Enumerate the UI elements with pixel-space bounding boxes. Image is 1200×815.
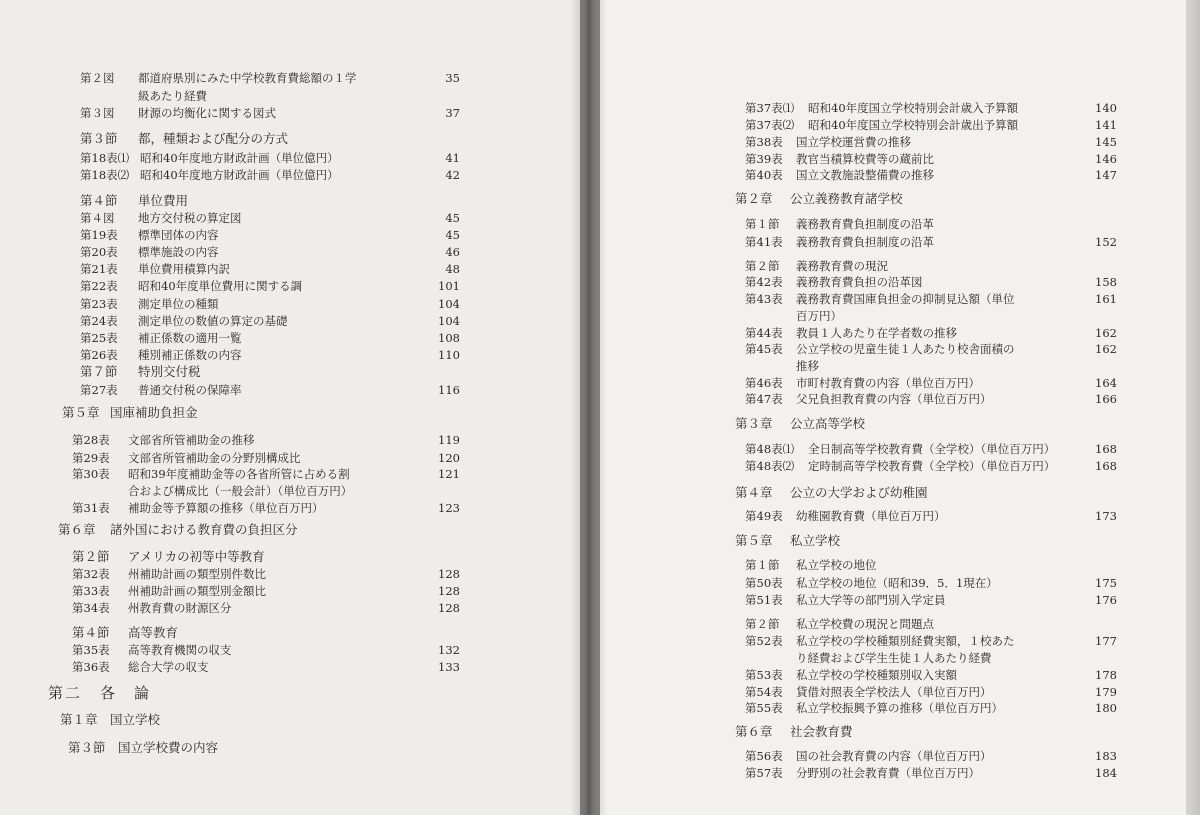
toc-entry-page: 120 [438, 451, 460, 465]
toc-entry-page: 178 [1095, 668, 1117, 682]
toc-entry-page: 110 [438, 348, 460, 362]
toc-entry-label: 第６章 [735, 724, 773, 739]
toc-entry-label: 第50表 [745, 576, 783, 590]
toc-entry-page: 128 [438, 601, 460, 615]
toc-entry-title: 教官当積算校費等の蔵前比 [796, 152, 934, 166]
toc-entry-page: 168 [1095, 442, 1117, 456]
toc-entry-title: 市町村教育費の内容（単位百万円） [796, 376, 980, 390]
toc-entry-label: 第55表 [745, 701, 783, 715]
toc-entry-page: 152 [1095, 235, 1117, 249]
toc-entry-page: 183 [1095, 749, 1117, 763]
toc-entry-title: 義務教育費負担制度の沿革 [796, 235, 934, 249]
toc-entry-title: 私立学校の地位 [796, 558, 877, 572]
toc-entry-title: 義務教育費負担の沿革図 [796, 275, 923, 289]
toc-entry-title: アメリカの初等中等教育 [128, 549, 265, 564]
toc-entry-label: 第54表 [745, 685, 783, 699]
toc-entry-label: 第４節 [72, 625, 110, 640]
toc-entry-label: 第４章 [735, 485, 773, 500]
toc-entry-page: 173 [1095, 509, 1117, 523]
toc-entry-title: 社会教育費 [790, 724, 853, 739]
toc-entry-title: 高等教育機関の収支 [128, 643, 232, 657]
toc-entry-page: 123 [438, 501, 460, 515]
toc-entry-page: 121 [438, 467, 460, 481]
toc-entry-title: 文部省所管補助金の分野別構成比 [128, 451, 301, 465]
toc-entry-title: 標準団体の内容 [138, 228, 219, 242]
toc-entry-page: 108 [438, 331, 460, 345]
toc-entry-label: 第４節 [80, 193, 118, 208]
toc-entry-label: 第37表⑵ [745, 118, 795, 132]
toc-entry-label: 第31表 [72, 501, 110, 515]
toc-entry-label: 第１節 [745, 558, 780, 572]
toc-entry-label: 第３図 [80, 106, 115, 120]
toc-entry-label: 第56表 [745, 749, 783, 763]
toc-entry-title: 各 論 [100, 684, 152, 702]
toc-entry-title: 義務教育費の現況 [796, 259, 888, 273]
toc-entry-page: 180 [1095, 701, 1117, 715]
toc-entry-label: 第33表 [72, 584, 110, 598]
toc-entry-label: 第２節 [745, 259, 780, 273]
toc-entry-label: 第48表⑴ [745, 442, 795, 456]
toc-entry-title: 私立大学等の部門別入学定員 [796, 593, 946, 607]
toc-entry-label: 第48表⑵ [745, 459, 795, 473]
toc-entry-label: 第29表 [72, 451, 110, 465]
toc-entry-page: 162 [1095, 342, 1117, 356]
toc-entry-title: 都，種類および配分の方式 [138, 131, 289, 146]
toc-entry-label: 第３節 [68, 740, 106, 755]
toc-entry-page: 45 [445, 211, 460, 225]
toc-entry-label: 第二 [48, 684, 83, 702]
toc-entry-page: 128 [438, 567, 460, 581]
toc-entry-label: 第２節 [745, 617, 780, 631]
toc-entry-page: 166 [1095, 392, 1117, 406]
toc-entry-title: 測定単位の数値の算定の基礎 [138, 314, 288, 328]
toc-entry-title: 財源の均衡化に関する図式 [138, 106, 276, 120]
toc-entry-label: 第19表 [80, 228, 118, 242]
toc-entry-title: 私立学校の学校種類別収入実額 [796, 668, 957, 682]
toc-entry-title: 国庫補助負担金 [110, 405, 198, 420]
toc-entry-title: 私立学校振興予算の推移（単位百万円） [796, 701, 1003, 715]
toc-entry-label: 第44表 [745, 326, 783, 340]
toc-entry-title: 推移 [796, 359, 819, 373]
toc-entry-title: 級あたり経費 [138, 89, 207, 103]
toc-entry-page: 175 [1095, 576, 1117, 590]
toc-entry-page: 48 [445, 262, 460, 276]
toc-entry-label: 第１章 [60, 712, 98, 727]
toc-entry-title: 諸外国における教育費の負担区分 [110, 522, 298, 537]
toc-entry-title: 義務教育費国庫負担金の抑制見込額（単位 [796, 292, 1015, 306]
toc-entry-title: 州補助計画の類型別金額比 [128, 584, 266, 598]
toc-entry-title: 州補助計画の類型別件数比 [128, 567, 266, 581]
toc-entry-title: 文部省所管補助金の推移 [128, 433, 255, 447]
toc-entry-title: り経費および学生生徒１人あたり経費 [796, 651, 992, 665]
toc-entry-label: 第49表 [745, 509, 783, 523]
toc-entry-page: 147 [1095, 168, 1117, 182]
toc-entry-title: 幼稚園教育費（単位百万円） [796, 509, 946, 523]
toc-entry-page: 162 [1095, 326, 1117, 340]
toc-entry-label: 第21表 [80, 262, 118, 276]
toc-entry-title: 補正係数の適用一覧 [138, 331, 242, 345]
toc-entry-label: 第３節 [80, 131, 118, 146]
toc-entry-title: 私立学校の地位（昭和39．5．1現在） [796, 576, 998, 590]
toc-entry-label: 第34表 [72, 601, 110, 615]
toc-entry-label: 第43表 [745, 292, 783, 306]
toc-entry-page: 132 [438, 643, 460, 657]
toc-entry-label: 第23表 [80, 297, 118, 311]
toc-entry-page: 177 [1095, 634, 1117, 648]
toc-entry-page: 116 [438, 383, 460, 397]
toc-entry-label: 第37表⑴ [745, 101, 795, 115]
toc-entry-label: 第52表 [745, 634, 783, 648]
toc-entry-label: 第２節 [72, 549, 110, 564]
toc-entry-title: 州教育費の財源区分 [128, 601, 232, 615]
toc-entry-title: 地方交付税の算定図 [138, 211, 242, 225]
toc-entry-title: 国立学校費の内容 [118, 740, 219, 755]
toc-entry-title: 定時制高等学校教育費（全学校）（単位百万円） [808, 459, 1056, 473]
left-page [0, 0, 580, 815]
toc-entry-label: 第25表 [80, 331, 118, 345]
toc-entry-page: 146 [1095, 152, 1117, 166]
toc-entry-label: 第５章 [62, 405, 100, 420]
toc-entry-page: 104 [438, 297, 460, 311]
toc-entry-title: 国立文教施設整備費の推移 [796, 168, 934, 182]
toc-entry-title: 普通交付税の保障率 [138, 383, 242, 397]
toc-entry-label: 第40表 [745, 168, 783, 182]
toc-entry-title: 種別補正係数の内容 [138, 348, 242, 362]
toc-entry-title: 都道府県別にみた中学校教育費総額の１学 [138, 71, 357, 85]
toc-entry-title: 国立学校運営費の推移 [796, 135, 911, 149]
toc-entry-title: 国立学校 [110, 712, 161, 727]
toc-entry-label: 第51表 [745, 593, 783, 607]
toc-entry-title: 私立学校の学校種類別経費実額，１校あた [796, 634, 1015, 648]
toc-entry-page: 101 [438, 279, 460, 293]
toc-entry-title: 父兄負担教育費の内容（単位百万円） [796, 392, 992, 406]
toc-entry-title: 国の社会教育費の内容（単位百万円） [796, 749, 992, 763]
toc-entry-page: 176 [1095, 593, 1117, 607]
toc-entry-title: 公立高等学校 [790, 416, 866, 431]
toc-entry-page: 141 [1095, 118, 1117, 132]
toc-entry-page: 119 [438, 433, 460, 447]
toc-entry-title: 公立義務教育諸学校 [790, 191, 903, 206]
toc-entry-title: 昭和40年度国立学校特別会計歳入予算額 [808, 101, 1019, 115]
toc-entry-page: 45 [445, 228, 460, 242]
toc-entry-label: 第41表 [745, 235, 783, 249]
toc-entry-title: 測定単位の種類 [138, 297, 219, 311]
toc-entry-page: 41 [445, 151, 460, 165]
toc-entry-label: 第32表 [72, 567, 110, 581]
toc-entry-label: 第２章 [735, 191, 773, 206]
toc-entry-page: 128 [438, 584, 460, 598]
toc-entry-label: 第45表 [745, 342, 783, 356]
toc-entry-label: 第35表 [72, 643, 110, 657]
toc-entry-label: 第47表 [745, 392, 783, 406]
toc-entry-label: 第４図 [80, 211, 115, 225]
toc-entry-title: 補助金等予算額の推移（単位百万円） [128, 501, 324, 515]
toc-entry-title: 単位費用積算内訳 [138, 262, 230, 276]
right-page [600, 0, 1200, 815]
toc-entry-page: 161 [1095, 292, 1117, 306]
toc-entry-label: 第１節 [745, 217, 780, 231]
toc-entry-label: 第42表 [745, 275, 783, 289]
toc-entry-label: 第18表⑴ [80, 151, 130, 165]
toc-entry-title: 義務教育費負担制度の沿革 [796, 217, 934, 231]
toc-entry-title: 分野別の社会教育費（単位百万円） [796, 766, 980, 780]
book-gutter-shadow [570, 0, 608, 815]
toc-entry-label: 第57表 [745, 766, 783, 780]
toc-entry-label: 第22表 [80, 279, 118, 293]
toc-entry-page: 133 [438, 660, 460, 674]
toc-entry-title: 合および構成比（一般会計）（単位百万円） [128, 484, 353, 498]
toc-entry-title: 公立学校の児童生徒１人あたり校舎面積の [796, 342, 1015, 356]
toc-entry-title: 公立の大学および幼稚園 [790, 485, 928, 500]
toc-entry-title: 昭和40年度国立学校特別会計歳出予算額 [808, 118, 1019, 132]
toc-entry-title: 単位費用 [138, 193, 189, 208]
toc-entry-page: 37 [445, 106, 460, 120]
toc-entry-label: 第36表 [72, 660, 110, 674]
toc-entry-page: 145 [1095, 135, 1117, 149]
toc-entry-page: 179 [1095, 685, 1117, 699]
toc-entry-label: 第18表⑵ [80, 168, 130, 182]
toc-entry-label: 第38表 [745, 135, 783, 149]
toc-entry-title: 総合大学の収支 [128, 660, 209, 674]
toc-entry-label: 第５章 [735, 533, 773, 548]
toc-entry-label: 第27表 [80, 383, 118, 397]
toc-entry-title: 昭和40年度地方財政計画（単位億円） [140, 151, 339, 165]
toc-entry-title: 高等教育 [128, 625, 179, 640]
toc-entry-page: 35 [445, 71, 460, 85]
toc-entry-label: 第３章 [735, 416, 773, 431]
toc-entry-title: 昭和39年度補助金等の各省所管に占める割 [128, 467, 350, 481]
toc-entry-title: 昭和40年度単位費用に関する調 [138, 279, 303, 293]
toc-entry-page: 46 [445, 245, 460, 259]
toc-entry-label: 第39表 [745, 152, 783, 166]
toc-entry-page: 42 [445, 168, 460, 182]
toc-entry-label: 第53表 [745, 668, 783, 682]
toc-entry-page: 164 [1095, 376, 1117, 390]
toc-entry-title: 教員１人あたり在学者数の推移 [796, 326, 957, 340]
toc-entry-title: 昭和40年度地方財政計画（単位億円） [140, 168, 339, 182]
toc-entry-page: 104 [438, 314, 460, 328]
toc-entry-label: 第24表 [80, 314, 118, 328]
toc-entry-page: 140 [1095, 101, 1117, 115]
toc-entry-title: 私立学校費の現況と問題点 [796, 617, 934, 631]
toc-entry-label: 第20表 [80, 245, 118, 259]
toc-entry-title: 貸借対照表全学校法人（単位百万円） [796, 685, 992, 699]
toc-entry-label: 第７節 [80, 364, 118, 379]
toc-entry-title: 私立学校 [790, 533, 841, 548]
page-edge [1186, 0, 1200, 815]
toc-entry-title: 特別交付税 [138, 364, 201, 379]
toc-entry-label: 第26表 [80, 348, 118, 362]
toc-entry-label: 第６章 [58, 522, 96, 537]
toc-entry-page: 168 [1095, 459, 1117, 473]
toc-entry-page: 184 [1095, 766, 1117, 780]
show-through-text [370, 82, 400, 103]
toc-entry-label: 第28表 [72, 433, 110, 447]
toc-entry-label: 第30表 [72, 467, 110, 481]
toc-entry-page: 158 [1095, 275, 1117, 289]
toc-entry-title: 標準施設の内容 [138, 245, 219, 259]
toc-entry-title: 全日制高等学校教育費（全学校）（単位百万円） [808, 442, 1056, 456]
toc-entry-title: 百万円） [796, 309, 842, 323]
toc-entry-label: 第２図 [80, 71, 115, 85]
toc-entry-label: 第46表 [745, 376, 783, 390]
